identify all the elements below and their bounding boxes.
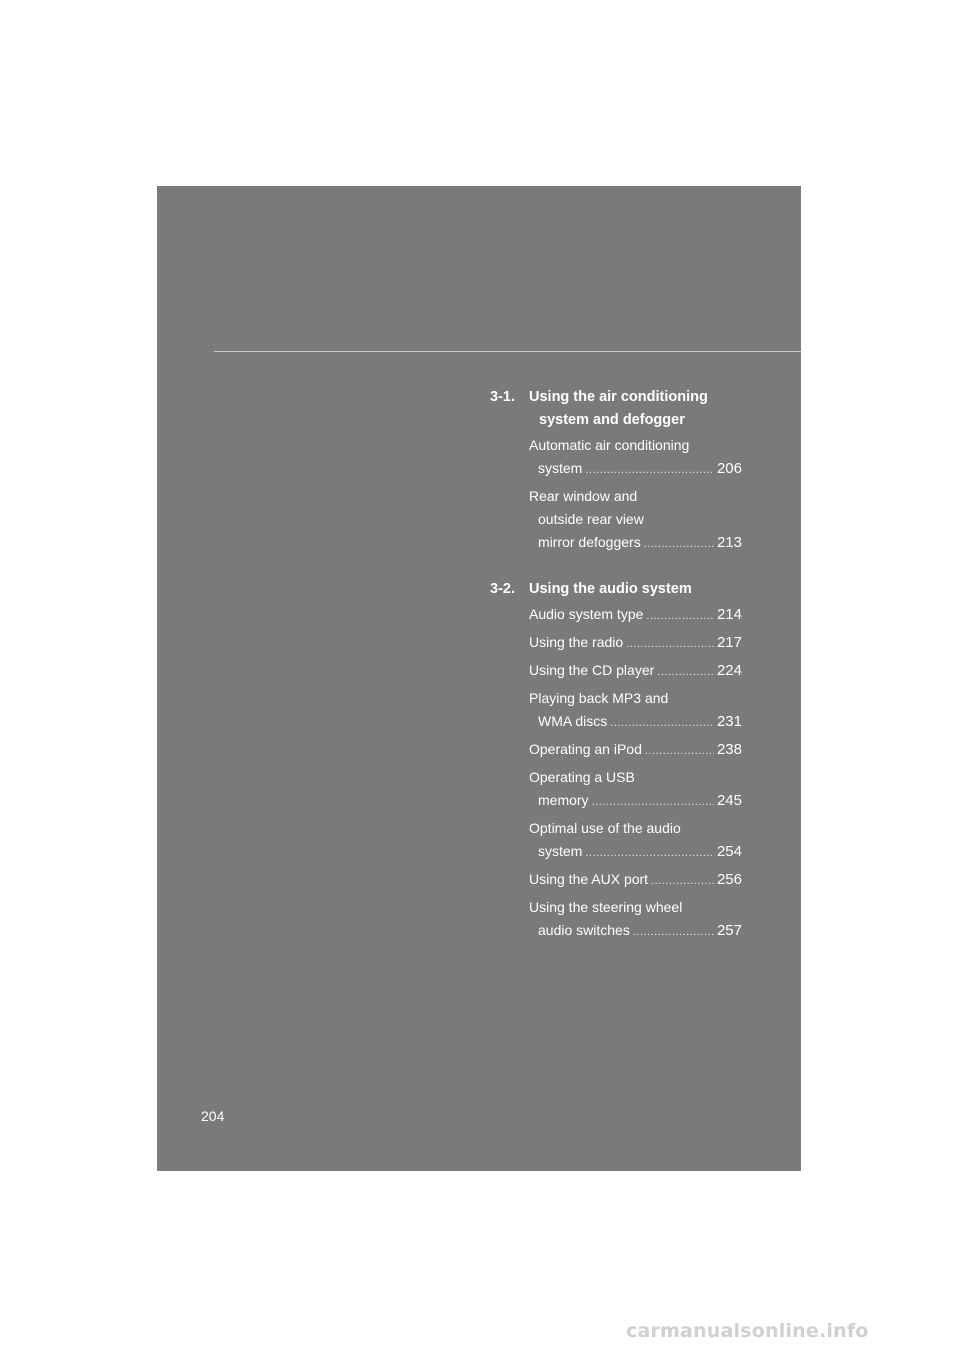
entry-text-line: Automatic air conditioning [529, 437, 690, 453]
entry-page-number: 257 [716, 922, 742, 939]
toc-entry[interactable] [529, 896, 742, 944]
entry-leader-row [529, 710, 742, 735]
entry-page-number: 224 [716, 662, 742, 679]
dot-leader [646, 605, 714, 628]
toc-entry[interactable] [529, 766, 742, 814]
table-of-contents [490, 386, 742, 966]
toc-entry[interactable] [529, 738, 742, 763]
section-heading[interactable] [490, 386, 742, 432]
entry-page-number: 217 [716, 634, 742, 651]
toc-section [490, 386, 742, 556]
section-title-line: system and defogger [539, 412, 685, 428]
entry-text-line: Optimal use of the audio [529, 820, 681, 836]
entry-page-number: 256 [716, 871, 742, 888]
toc-entry[interactable] [529, 603, 742, 628]
dot-leader [610, 712, 714, 735]
dot-leader [645, 740, 714, 763]
entry-text-line: mirror defoggers [538, 534, 641, 550]
entry-text-line: Audio system type [529, 606, 644, 622]
entry-text-line: Using the CD player [529, 662, 655, 678]
section-heading[interactable] [490, 578, 742, 601]
entry-text-line: audio switches [538, 922, 630, 938]
dot-leader [657, 661, 714, 684]
entry-page-number: 245 [716, 792, 742, 809]
entry-text-line: WMA discs [538, 713, 608, 729]
section-title-line: Using the air conditioning [529, 389, 708, 405]
entry-leader-row [529, 531, 742, 556]
entry-leader-row [529, 868, 742, 893]
entry-page-number: 214 [716, 606, 742, 623]
entry-leader-row [529, 659, 742, 684]
dot-leader [585, 459, 714, 482]
toc-entry[interactable] [529, 659, 742, 684]
entry-text-line: Using the steering wheel [529, 899, 683, 915]
dot-leader [626, 633, 714, 656]
dot-leader [633, 921, 714, 944]
entry-page-number: 254 [716, 843, 742, 860]
entry-leader-row [529, 840, 742, 865]
dot-leader [592, 791, 714, 814]
entry-page-number: 231 [716, 713, 742, 730]
dot-leader [651, 870, 714, 893]
toc-entry[interactable] [529, 485, 742, 556]
dot-leader [644, 533, 714, 556]
section-number: 3-1. [490, 389, 515, 405]
section-title-line: Using the audio system [529, 581, 692, 597]
dot-leader [585, 842, 714, 865]
toc-entry[interactable] [529, 631, 742, 656]
entry-leader-row [529, 457, 742, 482]
section-title [529, 578, 742, 601]
toc-section [490, 578, 742, 944]
entry-text-line: outside rear view [538, 511, 644, 527]
entry-text-line: Operating an iPod [529, 741, 642, 757]
entry-leader-row [529, 738, 742, 763]
toc-entry[interactable] [529, 434, 742, 482]
entry-text-line: Operating a USB [529, 769, 635, 785]
entry-leader-row [529, 631, 742, 656]
entry-leader-row [529, 919, 742, 944]
entry-leader-row [529, 603, 742, 628]
entry-page-number: 238 [716, 741, 742, 758]
entry-text-line: Using the radio [529, 634, 624, 650]
toc-entry[interactable] [529, 687, 742, 735]
entry-text-line: memory [538, 792, 589, 808]
section-number: 3-2. [490, 581, 515, 597]
toc-entry[interactable] [529, 868, 742, 893]
entry-leader-row [529, 789, 742, 814]
entry-page-number: 206 [716, 460, 742, 477]
entry-text-line: system [538, 460, 583, 476]
section-title [529, 386, 742, 432]
header-rule [214, 351, 801, 352]
entry-text-line: Rear window and [529, 488, 638, 504]
page-number: 204 [201, 1108, 225, 1124]
entry-page-number: 213 [716, 534, 742, 551]
entry-text-line: Playing back MP3 and [529, 690, 669, 706]
entry-text-line: system [538, 843, 583, 859]
watermark: carmanualsonline.info [626, 1320, 869, 1342]
toc-entry[interactable] [529, 817, 742, 865]
entry-text-line: Using the AUX port [529, 871, 649, 887]
